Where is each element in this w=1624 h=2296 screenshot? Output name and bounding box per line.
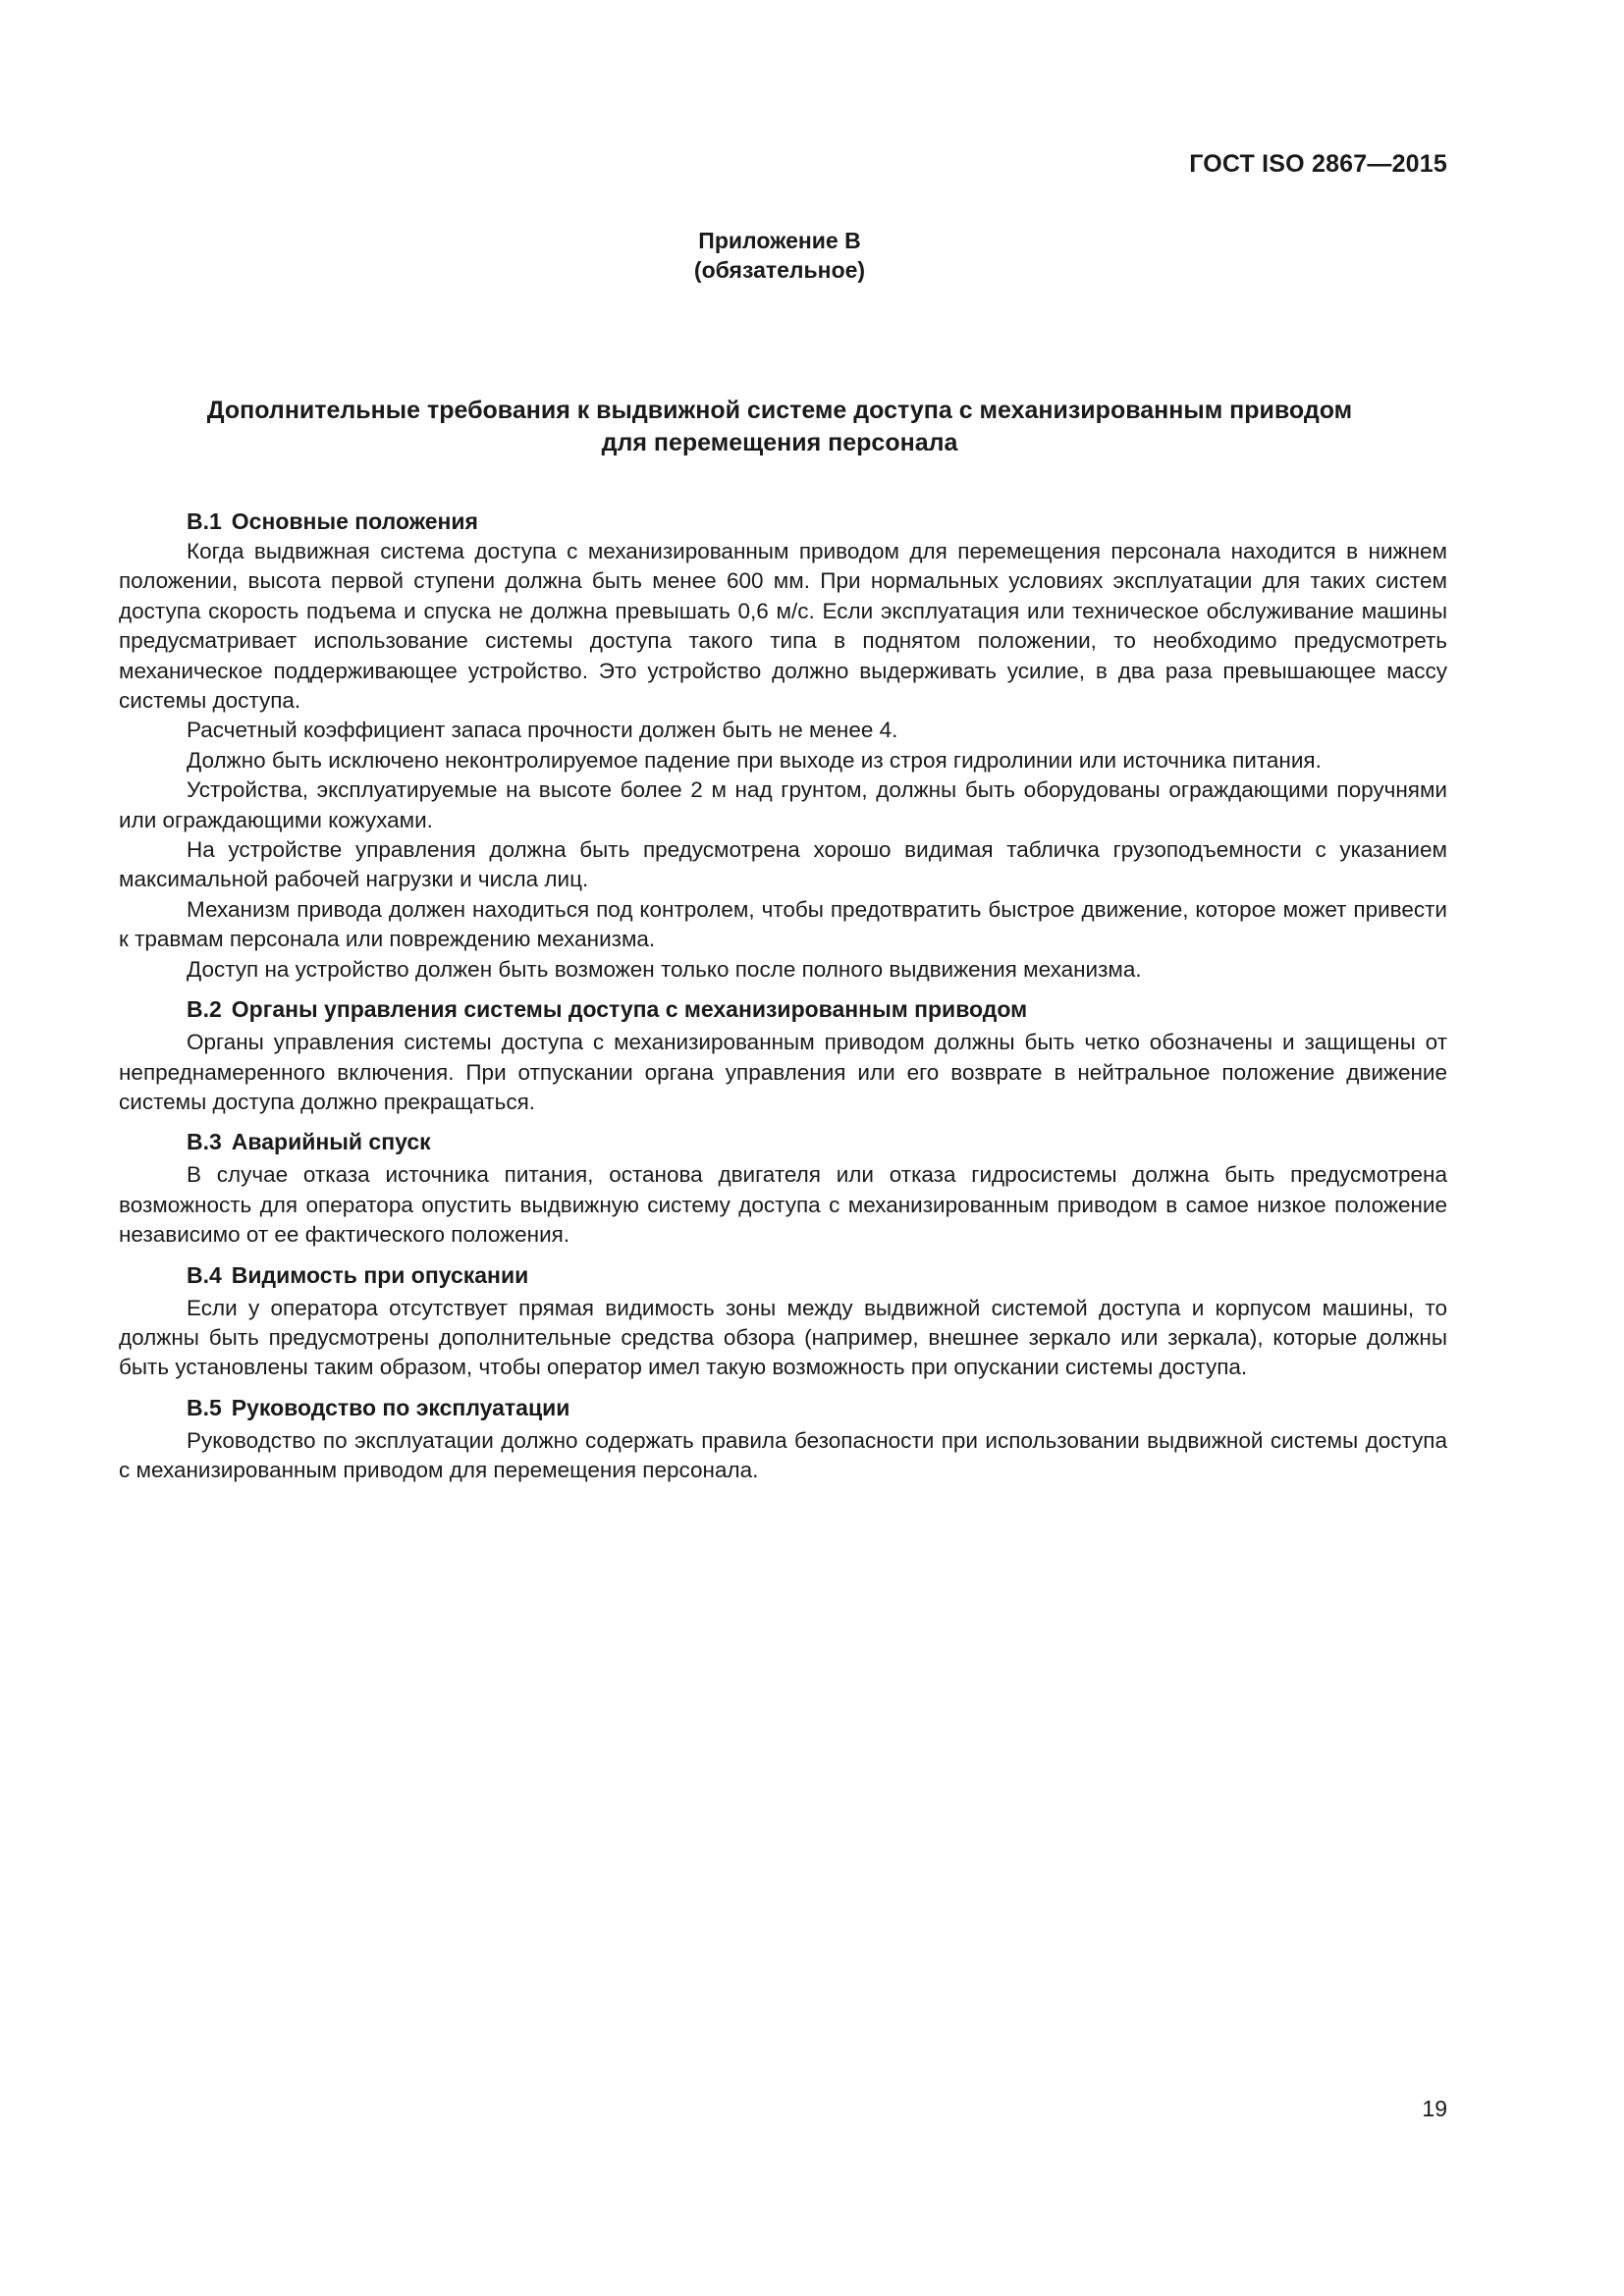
annex-status: (обязательное) (693, 257, 866, 283)
standard-code: ГОСТ ISO 2867—2015 (1189, 150, 1447, 178)
paragraph: Органы управления системы доступа с механизированным приводом должны быть четко обозначены и защищены от непреднамеренного включения. При отпускании органа управления или его возврате в нейтральное положение движение системы доступа должно прекращаться. (119, 1030, 1447, 1114)
annex-label: Приложение В (698, 228, 861, 253)
section-number: В.4 (187, 1261, 222, 1288)
section-heading (119, 993, 1447, 1025)
paragraph: Если у оператора отсутствует прямая видимость зоны между выдвижной системой доступа и корпусом машины, то должны быть предусмотрены дополнительные средства обзора (например, внешнее зеркало или зеркала), которые должны быть установлены таким образом, чтобы оператор имел такую возможность при опускании системы доступа. (119, 1295, 1447, 1380)
section-title: Видимость при опускании (231, 1261, 529, 1288)
section-heading (119, 1392, 1447, 1423)
paragraph: Когда выдвижная система доступа с механизированным приводом для перемещения персонала находится в нижнем положении, высота первой ступени должна быть менее 600 мм. При нормальных условиях эксплуатации для таких систем доступа скорость подъема и спуска не должна превышать 0,6 м/с. Если эксплуатация или техническое обслуживание машины предусматривает использование системы доступа такого типа в поднятом положении, то необходимо предусмотреть механическое поддерживающее устройство. Это устройство должно выдерживать усилие, в два раза превышающее массу системы доступа. (119, 539, 1447, 714)
section-number: В.1 (187, 508, 222, 534)
annex-title (0, 395, 1559, 459)
section-title: Основные положения (231, 508, 478, 534)
section-number: В.5 (187, 1394, 222, 1420)
document-body (119, 506, 1447, 1486)
annex-title-line-1: Дополнительные требования к выдвижной системе доступа с механизированным приводом (206, 397, 1353, 424)
paragraph: В случае отказа источника питания, останова двигателя или отказа гидросистемы должна быть предусмотрена возможность для оператора опустить выдвижную систему доступа с механизированным приводом в самое низкое положение независимо от ее фактического положения. (119, 1162, 1447, 1248)
paragraph: Расчетный коэффициент запаса прочности должен быть не менее 4. (187, 718, 898, 743)
section-number: В.3 (187, 1129, 222, 1155)
annex-title-line-2: для перемещения персонала (601, 429, 958, 456)
paragraph: Должно быть исключено неконтролируемое падение при выходе из строя гидролинии или источника питания. (187, 747, 1322, 773)
section-heading (119, 506, 1447, 537)
paragraph: Руководство по эксплуатации должно содержать правила безопасности при использовании выдвижной системы доступа с механизированным приводом для перемещения персонала. (119, 1427, 1447, 1483)
paragraph: Устройства, эксплуатируемые на высоте более 2 м над грунтом, должны быть оборудованы ограждающими поручнями или ограждающими кожухами. (119, 777, 1447, 832)
paragraph: Доступ на устройство должен быть возможен только после полного выдвижения механизма. (187, 956, 1142, 982)
section-heading (119, 1259, 1447, 1291)
section-number: В.2 (187, 996, 222, 1023)
section-title: Органы управления системы доступа с механизированным приводом (231, 996, 1028, 1023)
paragraph: Механизм привода должен находиться под контролем, чтобы предотвратить быстрое движение, которое может привести к травмам персонала или повреждению механизма. (119, 896, 1447, 952)
section-title: Руководство по эксплуатации (231, 1394, 570, 1420)
section-title: Аварийный спуск (231, 1129, 431, 1155)
section-heading (119, 1126, 1447, 1157)
paragraph: На устройстве управления должна быть предусмотрена хорошо видимая табличка грузоподъемности с указанием максимальной рабочей нагрузки и числа лиц. (119, 837, 1447, 892)
page-number: 19 (1422, 2096, 1447, 2121)
annex-heading (0, 226, 1559, 285)
